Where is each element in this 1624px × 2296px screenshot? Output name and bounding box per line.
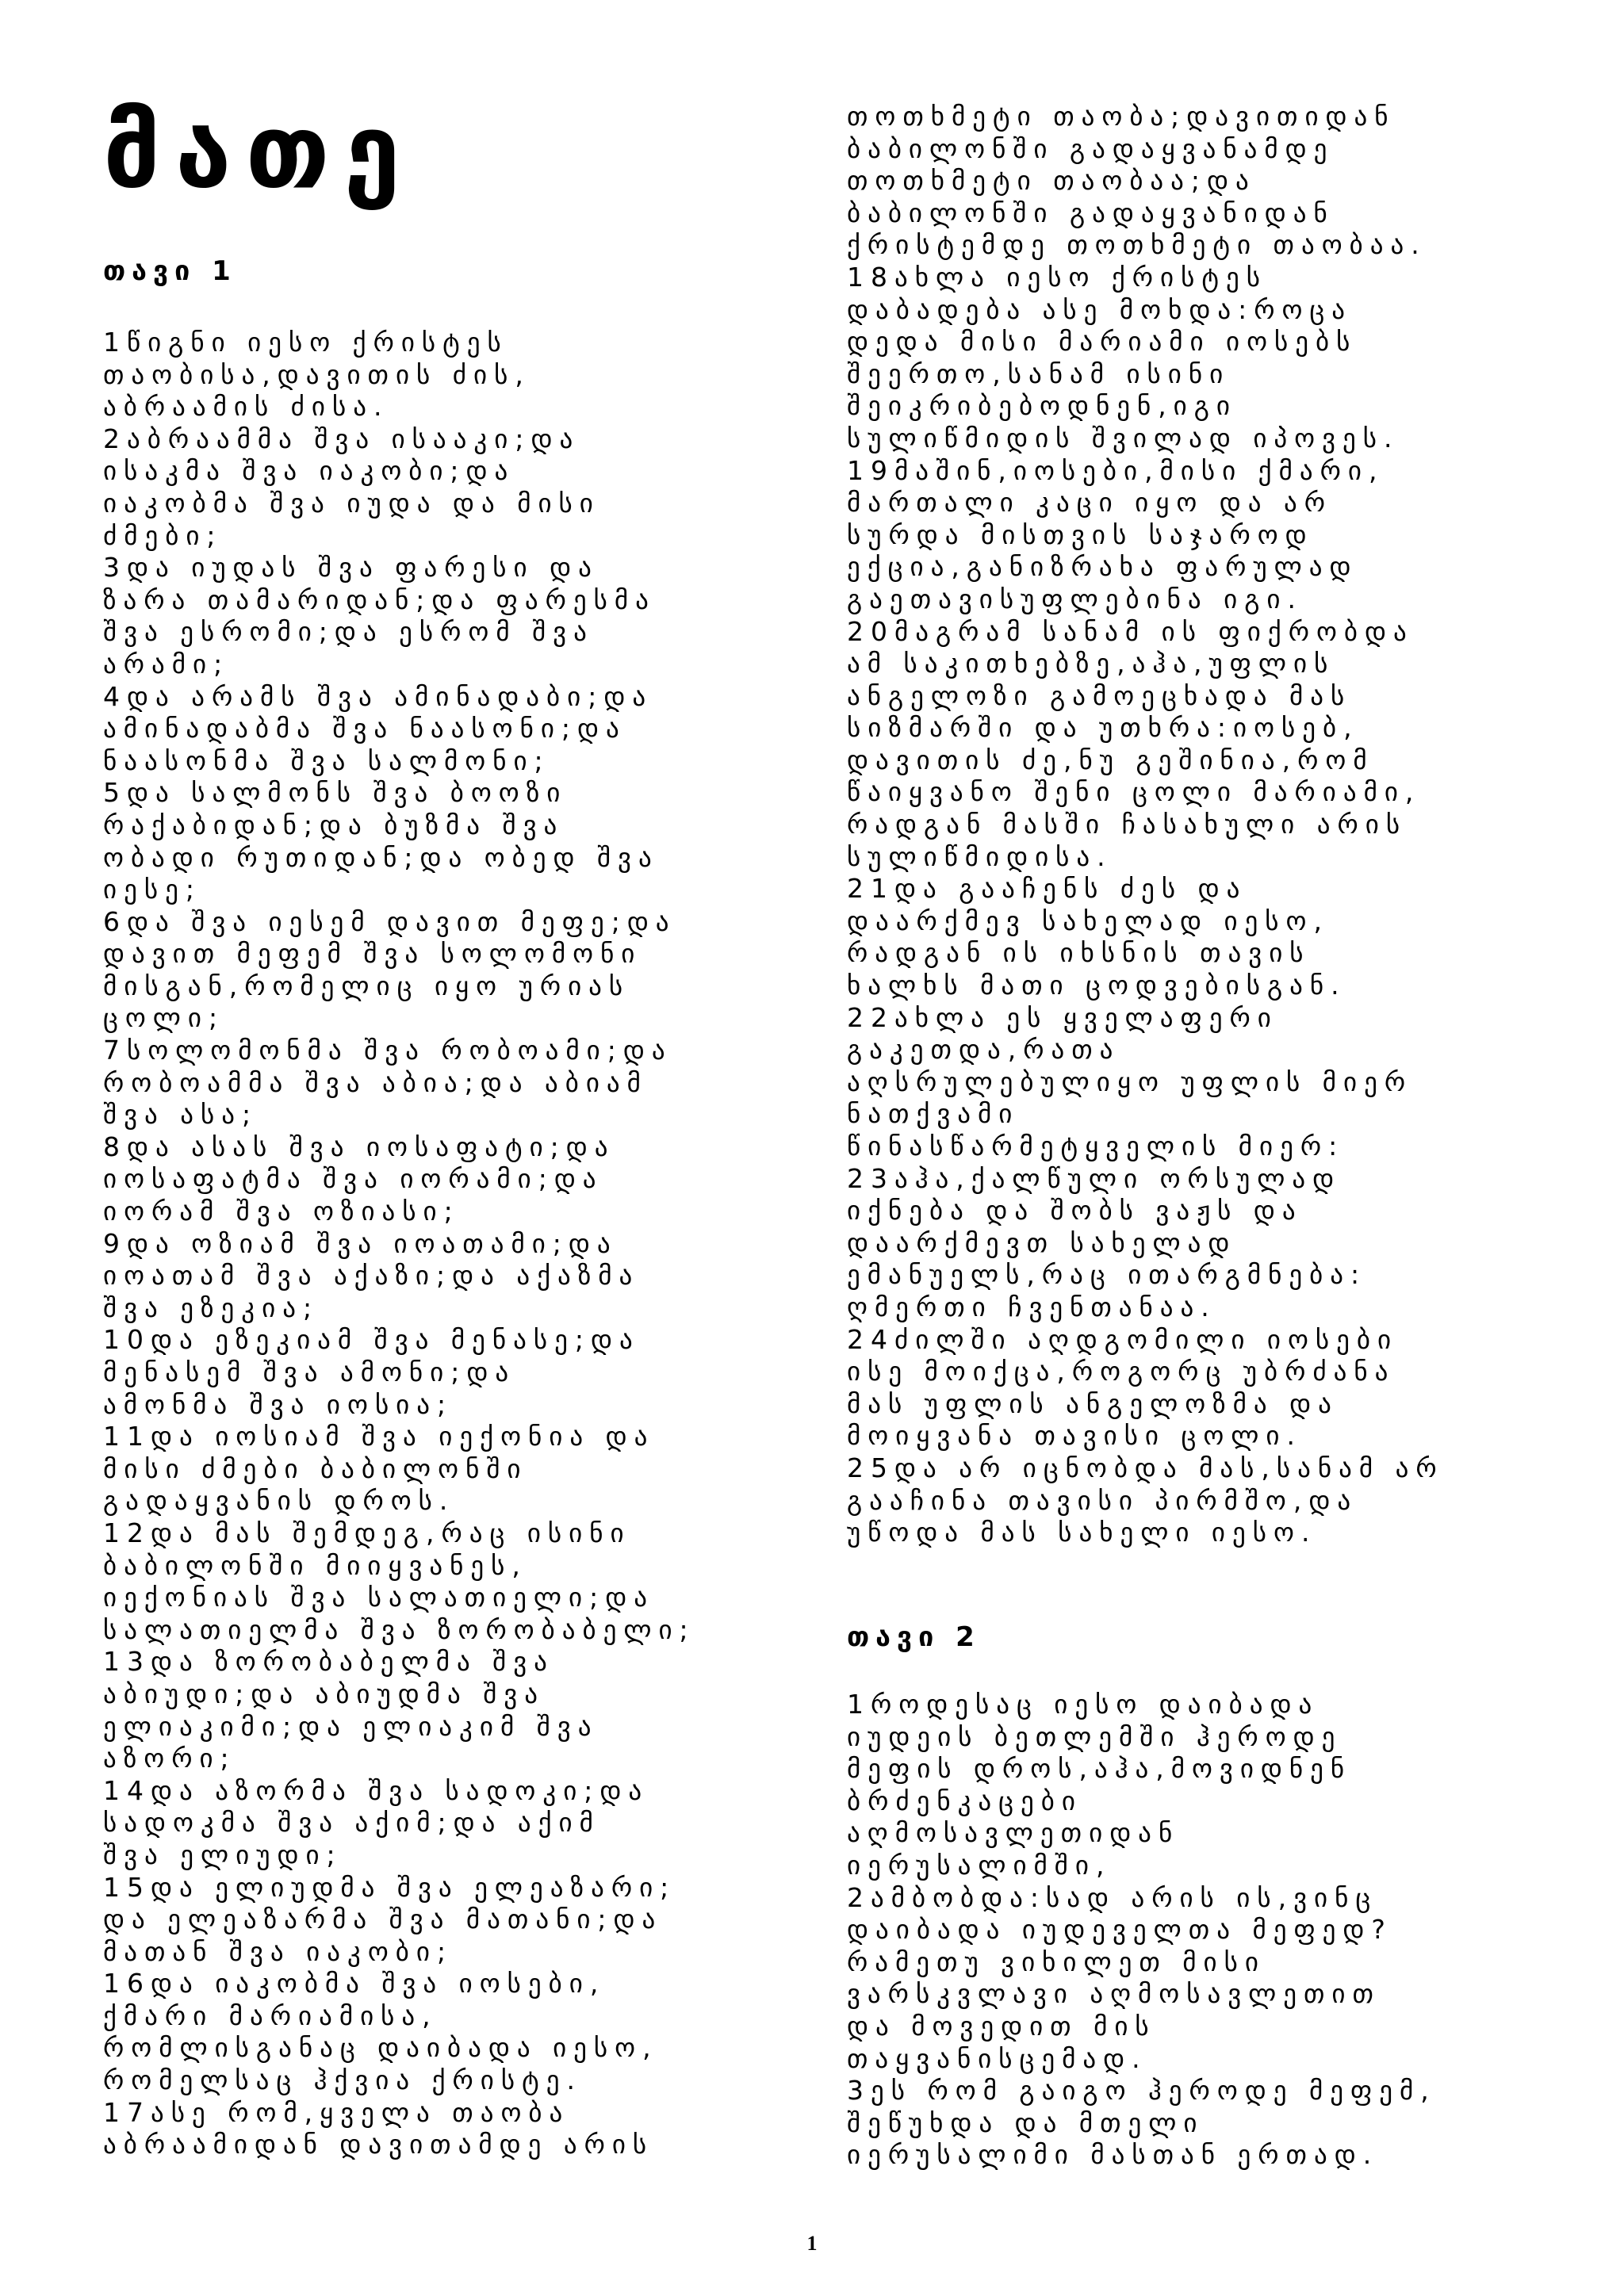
verse-1-17-end: თოთხმეტი თაობა;დავითიდან ბაბილონში გადაყვანამდე თოთხმეტი თაობაა;და ბაბილონში გადაყვანიდან ქრისტემდე თოთხმეტი თაობაა. [847, 101, 1427, 261]
chapter-2-heading: თავი 2 [847, 1621, 981, 1653]
verse-1-15: 15და ელიუდმა შვა ელეაზარი; და ელეაზარმა შვა მათანი;და მათან შვა იაკობი; [103, 1871, 676, 1967]
verse-1-8: 8და ასას შვა იოსაფატი;და იოსაფატმა შვა იორამი;და იორამ შვა ოზიასი; [103, 1131, 615, 1227]
verse-1-7: 7სოლომონმა შვა რობოამი;და რობოამმა შვა აბია;და აბიამ შვა ასა; [103, 1035, 672, 1131]
verse-2-3: 3ეს რომ გაიგო ჰეროდე მეფემ, შეწუხდა და მთელი იერუსალიმი მასთან ერთად. [847, 2075, 1436, 2171]
verse-1-19: 19მაშინ,იოსები,მისი ქმარი, მართალი კაცი იყო და არ სურდა მისთვის საჯაროდ ექცია,განიზრახა ფარულად გაეთავისუფლებინა იგი. [847, 454, 1385, 614]
verse-1-12: 12და მას შემდეგ,რაც ისინი ბაბილონში მიიყვანეს, იექონიას შვა სალათიელი;და სალათიელმა შვა ზორობაბელი; [103, 1517, 695, 1645]
chapter-1-heading: თავი 1 [103, 255, 237, 287]
verse-1-22: 22ახლა ეს ყველაფერი გაკეთდა,რათა აღსრულებულიყო უფლის მიერ ნათქვამი წინასწარმეტყველის მიერ: [847, 1001, 1413, 1161]
verse-1-24: 24ძილში აღდგომილი იოსები ისე მოიქცა,როგორც უბრძანა მას უფლის ანგელოზმა და მოიყვანა თავისი ცოლი. [847, 1323, 1399, 1452]
verse-1-10: 10და ეზეკიამ შვა მენასე;და მენასემ შვა ამონი;და ამონმა შვა იოსია; [103, 1324, 640, 1420]
verse-1-11: 11და იოსიამ შვა იექონია და მისი ძმები ბაბილონში გადაყვანის დროს. [103, 1421, 655, 1517]
verse-1-2: 2აბრაამმა შვა ისააკი;და ისაკმა შვა იაკობი;და იაკობმა შვა იუდა და მისი ძმები; [103, 423, 600, 551]
verse-1-25: 25და არ იცნობდა მას,სანამ არ გააჩინა თავისი პირმშო,და უწოდა მას სახელი იესო. [847, 1452, 1444, 1548]
chapter-2-verses [847, 1689, 1436, 2172]
verse-1-17-start: 17ასე რომ,ყველა თაობა აბრაამიდან დავითამდე არის [103, 2096, 654, 2160]
verse-1-14: 14და აზორმა შვა სადოკი;და სადოკმა შვა აქიმ;და აქიმ შვა ელიუდი; [103, 1774, 649, 1870]
verse-1-6: 6და შვა იესემ დავით მეფე;და დავით მეფემ შვა სოლომონი მისგან,რომელიც იყო ურიას ცოლი; [103, 905, 676, 1034]
chapter-1-verses-right-column [847, 101, 1444, 1549]
verse-1-23: 23აჰა,ქალწული ორსულად იქნება და შობს ვაჟს და დაარქმევთ სახელად ემანუელს,რაც ითარგმნება: ღმერთი ჩვენთანაა. [847, 1162, 1367, 1322]
verse-2-2: 2ამბობდა:სად არის ის,ვინც დაიბადა იუდეველთა მეფედ? რამეთუ ვიხილეთ მისი ვარსკვლავი აღმოსავლეთით და მოვედით მის თაყვანისცემად. [847, 1881, 1392, 2074]
book-title: მათე [103, 93, 415, 211]
verse-1-18: 18ახლა იესო ქრისტეს დაბადება ასე მოხდა:როცა დედა მისი მარიამი იოსებს შეერთო,სანამ ისინი შეიკრიბებოდნენ,იგი სულიწმიდის შვილად იპოვეს. [847, 261, 1400, 453]
verse-1-21: 21და გააჩენს ძეს და დაარქმევ სახელად იესო, რადგან ის იხსნის თავის ხალხს მათი ცოდვებისგან. [847, 873, 1346, 1001]
verse-2-1: 1როდესაც იესო დაიბადა იუდეის ბეთლემში ჰეროდე მეფის დროს,აჰა,მოვიდნენ ბრძენკაცები აღმოსავლეთიდან იერუსალიმში, [847, 1689, 1352, 1881]
verse-1-9: 9და ოზიამ შვა იოათამი;და იოათამ შვა აქაზი;და აქაზმა შვა ეზეკია; [103, 1227, 640, 1323]
verse-1-4: 4და არამს შვა ამინადაბი;და ამინადაბმა შვა ნაასონი;და ნაასონმა შვა სალმონი; [103, 680, 653, 776]
chapter-1-verses-left-column [103, 327, 695, 2161]
verse-1-1: 1წიგნი იესო ქრისტეს თაობისა,დავითის ძის, აბრაამის ძისა. [103, 327, 530, 423]
verse-1-5: 5და სალმონს შვა ბოოზი რაქაბიდან;და ბუზმა შვა ობადი რუთიდან;და ობედ შვა იესე; [103, 777, 659, 905]
verse-1-16: 16და იაკობმა შვა იოსები, ქმარი მარიამისა, რომლისგანაც დაიბადა იესო, რომელსაც ჰქვია ქრისტე. [103, 1968, 658, 2096]
verse-1-13: 13და ზორობაბელმა შვა აბიუდი;და აბიუდმა შვა ელიაკიმი;და ელიაკიმ შვა აზორი; [103, 1646, 599, 1774]
page-number: 1 [806, 2232, 818, 2255]
verse-1-20: 20მაგრამ სანამ ის ფიქრობდა ამ საკითხებზე,აჰა,უფლის ანგელოზი გამოეცხადა მას სიზმარში და უთხრა:იოსებ, დავითის ძე,ნუ გეშინია,რომ წაიყვანო შენი ცოლი მარიამი, რადგან მასში ჩასახული არის სულიწმიდისა. [847, 615, 1421, 872]
verse-1-3: 3და იუდას შვა ფარესი და ზარა თამარიდან;და ფარესმა შვა ესრომი;და ესრომ შვა არამი; [103, 552, 656, 679]
